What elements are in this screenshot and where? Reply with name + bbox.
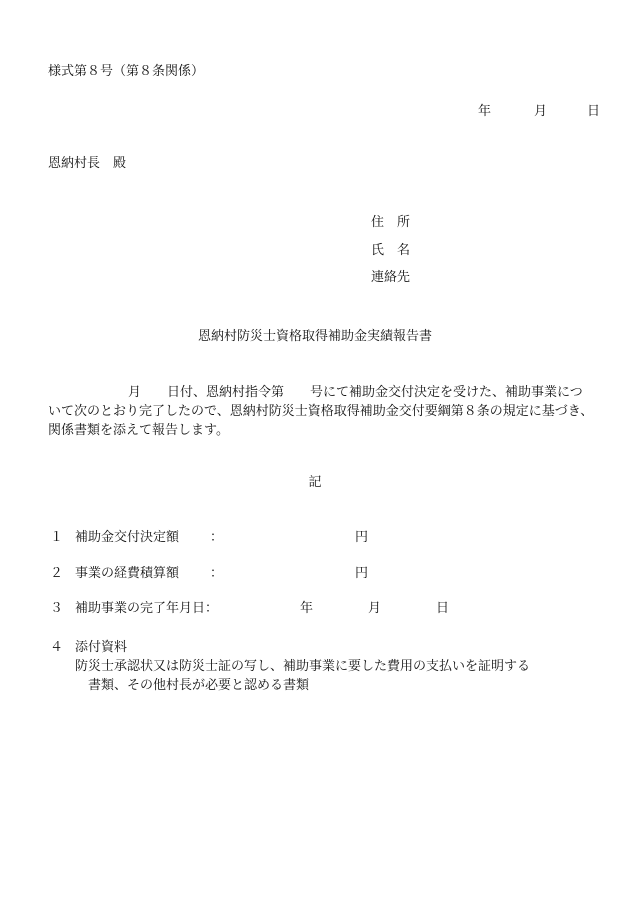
addressee: 恩納村長 殿	[48, 156, 127, 171]
item-number: ２	[50, 566, 64, 581]
item-number: ３	[50, 601, 64, 616]
applicant-address-label: 住 所	[371, 215, 411, 230]
ki-heading: 記	[308, 475, 322, 490]
applicant-contact-label: 連絡先	[371, 270, 411, 285]
document-title: 恩納村防災士資格取得補助金実績報告書	[197, 329, 432, 344]
completion-year: 年	[300, 601, 314, 616]
item-label: 添付資料	[75, 640, 128, 655]
date-day: 日	[587, 104, 601, 119]
item-cost-estimate	[50, 565, 610, 583]
applicant-name-label: 氏 名	[371, 243, 411, 258]
date-line	[0, 100, 600, 118]
completion-month: 月	[368, 601, 382, 616]
date-year: 年	[478, 104, 492, 119]
completion-day: 日	[436, 601, 450, 616]
form-label: 様式第８号（第８条関係）	[48, 64, 205, 79]
attachments-description-line: 書類、その他村長が必要と認める書類	[88, 678, 310, 693]
body-paragraph	[48, 383, 594, 440]
item-number: ４	[50, 640, 64, 655]
attachments-description-line: 防災士承認状又は防災士証の写し、補助事業に要した費用の支払いを証明する	[75, 659, 531, 674]
item-completion-date	[50, 600, 610, 618]
item-unit: 円	[355, 530, 369, 545]
item-colon: ：	[210, 530, 224, 545]
body-line: 月 日付、恩納村指令第 号にて補助金交付決定を受けた、補助事業につ	[128, 385, 583, 400]
body-line: いて次のとおり完了したので、恩納村防災士資格取得補助金交付要綱第８条の規定に基づき、	[48, 404, 594, 419]
date-month: 月	[534, 104, 548, 119]
body-line: 関係書類を添えて報告します。	[48, 423, 229, 438]
item-colon: ：	[210, 566, 224, 581]
item-number: １	[50, 530, 64, 545]
item-label: 事業の経費積算額	[75, 566, 180, 581]
item-subsidy-amount	[50, 529, 610, 547]
item-unit: 円	[355, 566, 369, 581]
item-label: 補助金交付決定額	[75, 530, 180, 545]
item-label: 補助事業の完了年月日：	[75, 601, 219, 616]
